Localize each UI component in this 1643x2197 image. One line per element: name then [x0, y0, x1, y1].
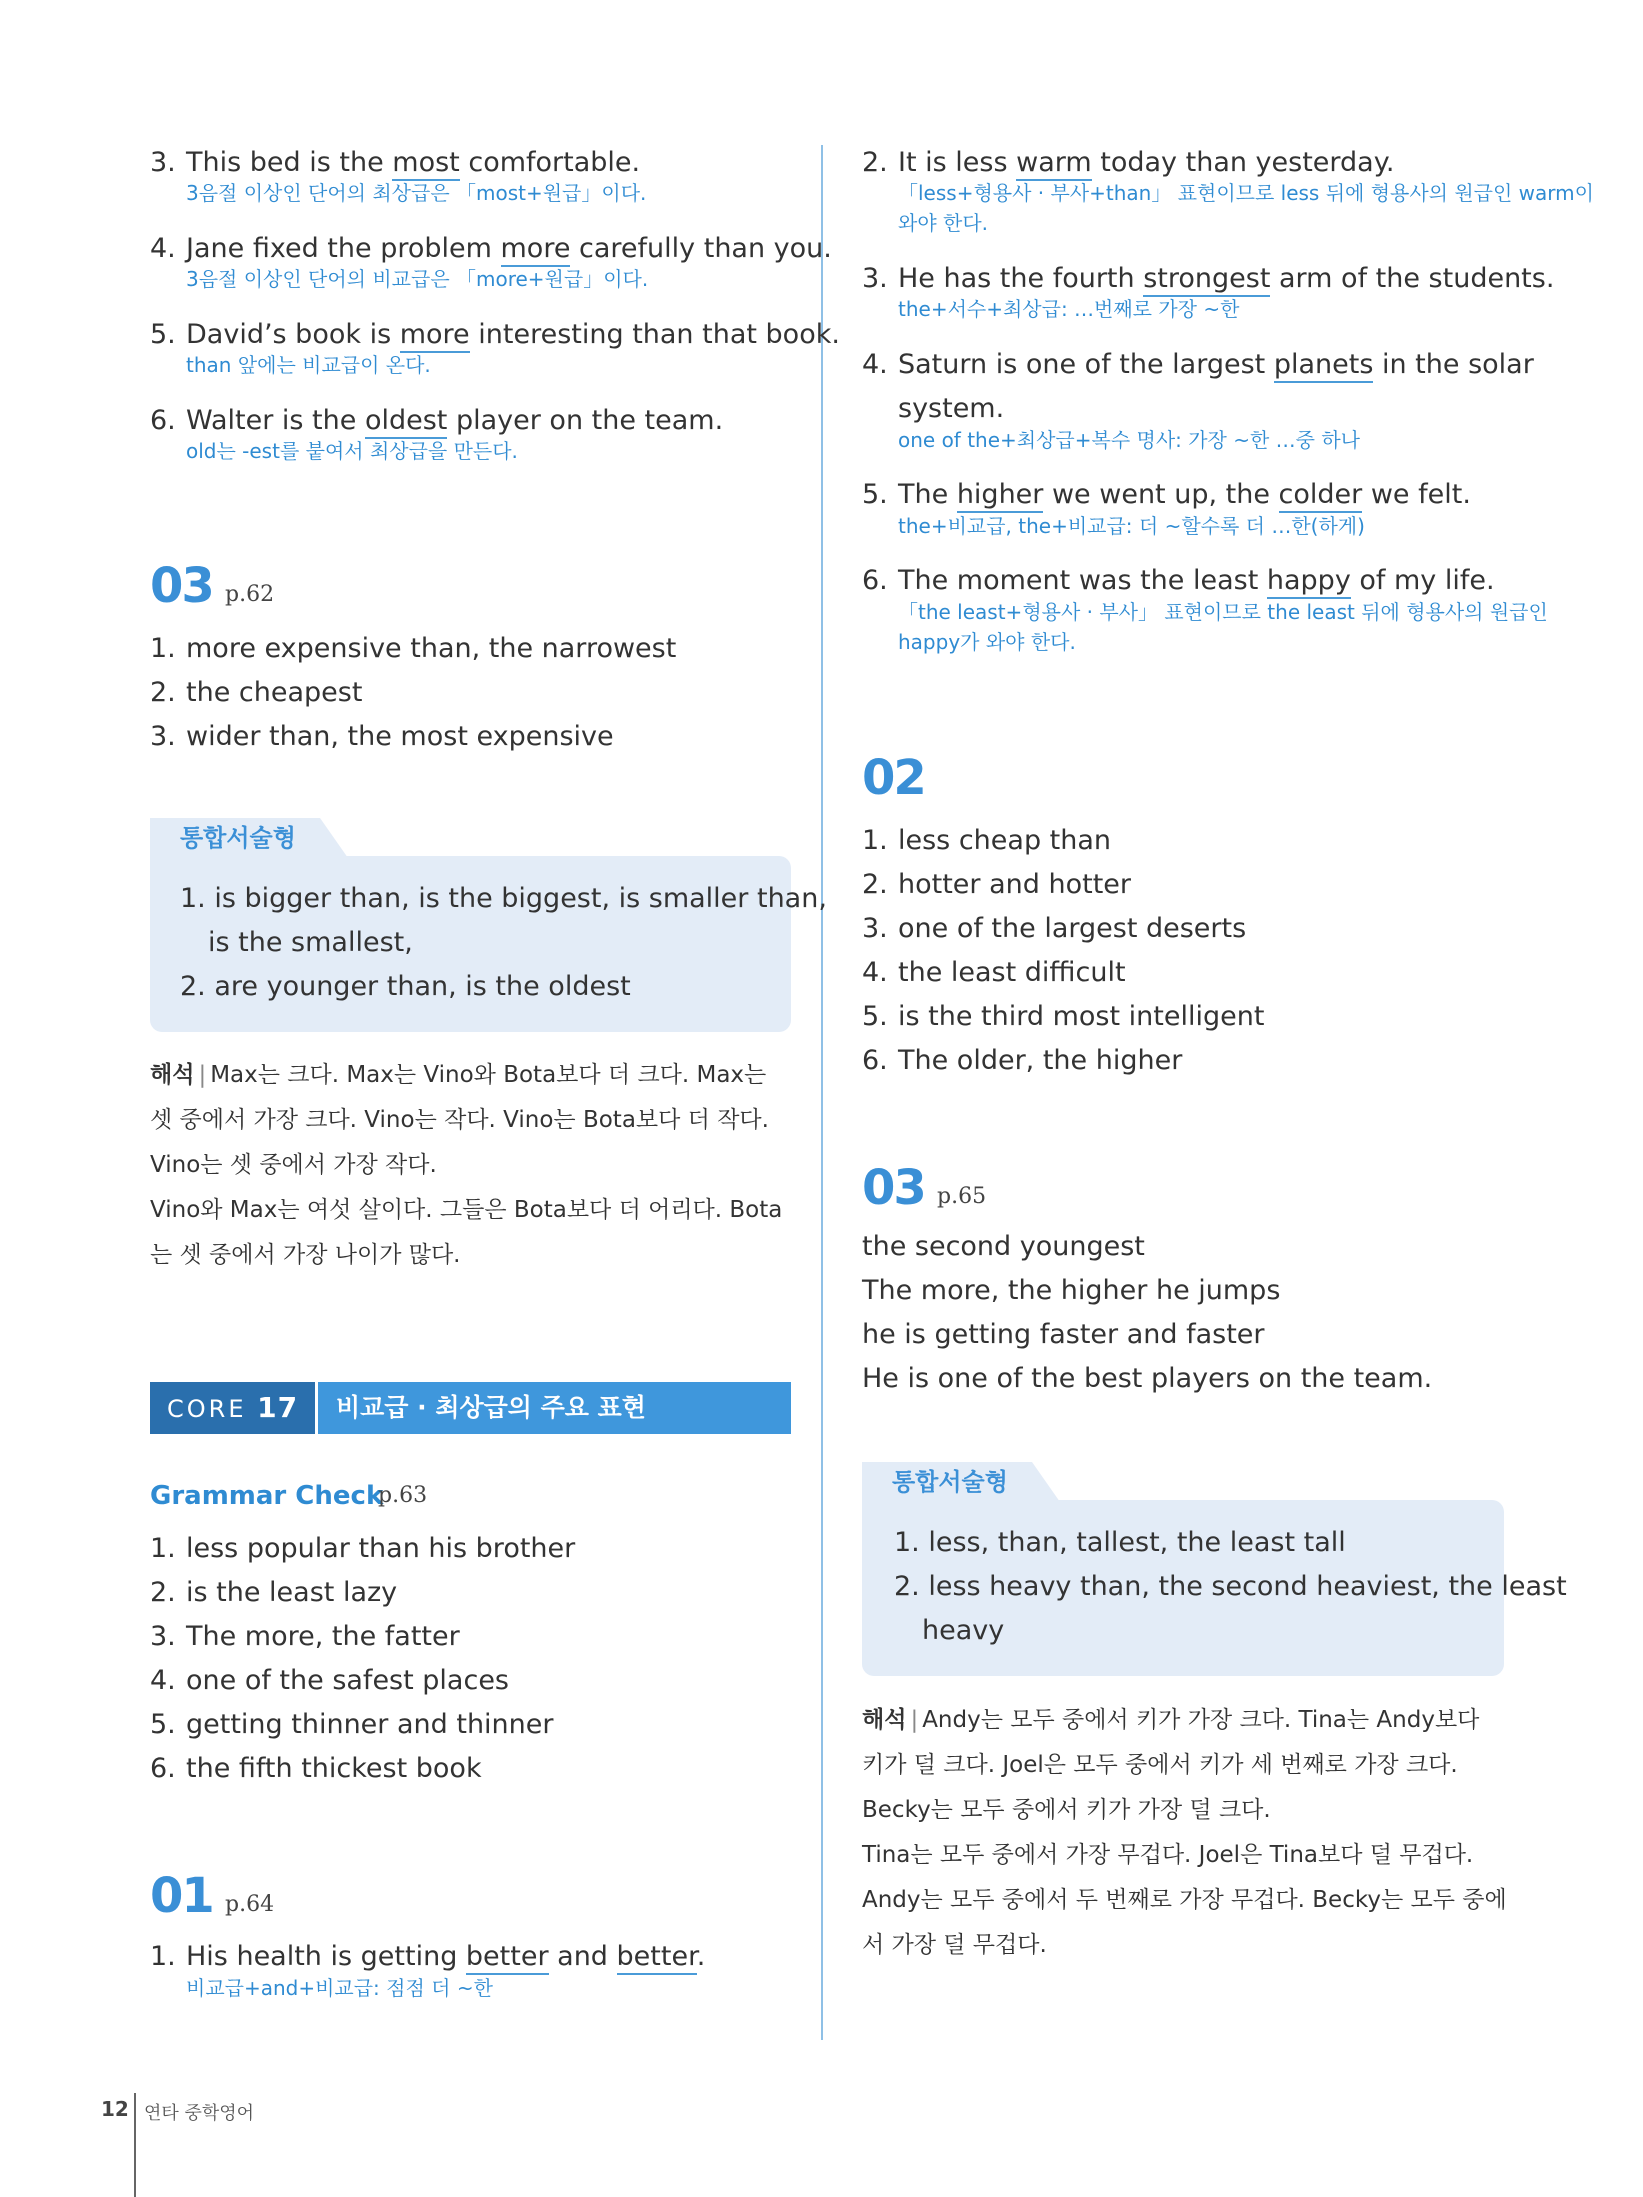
section-number: 01 — [150, 1868, 213, 1924]
answer-item: 6. Walter is the oldest player on the team. — [150, 398, 723, 443]
answer-line: He is one of the best players on the team. — [862, 1363, 1433, 1394]
answer-line: The more, the higher he jumps — [862, 1275, 1281, 1306]
section-number: 03 — [150, 558, 213, 614]
answer-item: 1. less popular than his brother — [150, 1533, 576, 1564]
answer-line: the second youngest — [862, 1231, 1145, 1262]
answer-note: the+서수+최상급: …번째로 가장 ~한 — [898, 297, 1240, 321]
section-page-ref: p.65 — [937, 1184, 987, 1209]
translation-paragraph: 해석 | Andy는 모두 중에서 키가 가장 크다. Tina는 Andy보다 키가 덜 크다. Joel은 모두 중에서 키가 세 번째로 가장 크다. Becky는 모두 중에서 키가 가장 덜 크다. — [862, 1707, 1480, 1823]
answer-item: 6. the fifth thickest book — [150, 1753, 482, 1784]
column-divider — [821, 145, 823, 2040]
answer-item: 3. wider than, the most expensive — [150, 721, 614, 752]
answer-note: happy가 와야 한다. — [898, 630, 1076, 654]
box-tab: 통합서술형 — [150, 818, 320, 858]
answer-item: 6. The older, the higher — [862, 1045, 1183, 1076]
translation — [150, 1053, 795, 1278]
answer-item: 5. The higher we went up, the colder we felt. — [862, 472, 1471, 517]
section-page-ref: p.64 — [225, 1892, 275, 1917]
box-line: 1. less, than, tallest, the least tall — [894, 1527, 1346, 1558]
answer-item: 2. the cheapest — [150, 677, 363, 708]
translation-paragraph: Vino와 Max는 여섯 살이다. 그들은 Bota보다 더 어리다. Bota는 셋 중에서 가장 나이가 많다. — [150, 1197, 783, 1268]
answer-note: than 앞에는 비교급이 온다. — [186, 353, 431, 377]
box-line: is the smallest, — [208, 927, 413, 958]
answer-note: 3음절 이상인 단어의 최상급은 「most+원급」이다. — [186, 181, 647, 205]
box-line: 2. are younger than, is the oldest — [180, 971, 631, 1002]
answer-note: one of the+최상급+복수 명사: 가장 ~한 …중 하나 — [898, 428, 1360, 452]
answer-item: 1. more expensive than, the narrowest — [150, 633, 677, 664]
integrated-writing-box — [862, 1500, 1567, 1676]
section-page-ref: p.63 — [378, 1483, 428, 1508]
answer-note: 와야 한다. — [898, 211, 988, 235]
translation-label: 해석 — [150, 1062, 195, 1088]
core-label: CORE 17 — [150, 1382, 315, 1434]
box-line: 1. is bigger than, is the biggest, is smaller than, — [180, 883, 827, 914]
answer-item: 3. The more, the fatter — [150, 1621, 460, 1652]
answer-note: old는 -est를 붙여서 최상급을 만든다. — [186, 439, 518, 463]
answer-note: 「less+형용사 · 부사+than」 표현이므로 less 뒤에 형용사의 원급인 warm이 — [898, 181, 1594, 205]
answer-item: 4. Jane fixed the problem more carefully than you. — [150, 226, 832, 271]
answer-item: 2. It is less warm today than yesterday. — [862, 140, 1394, 185]
answer-item: 1. His health is getting better and better. — [150, 1934, 705, 1979]
box-line: heavy — [922, 1615, 1005, 1646]
core-title: 비교급 · 최상급의 주요 표현 — [318, 1382, 791, 1434]
translation-paragraph: 해석 | Max는 크다. Max는 Vino와 Bota보다 더 크다. Max는 셋 중에서 가장 크다. Vino는 작다. Vino는 Bota보다 더 작다. Vino는 셋 중에서 가장 작다. — [150, 1062, 769, 1178]
core-header — [150, 1382, 791, 1434]
box-tab: 통합서술형 — [862, 1462, 1032, 1502]
answer-item: 3. He has the fourth strongest arm of the students. — [862, 256, 1554, 301]
integrated-writing-box — [150, 856, 827, 1032]
answer-note: 3음절 이상인 단어의 비교급은 「more+원급」이다. — [186, 267, 649, 291]
answer-item: 5. is the third most intelligent — [862, 1001, 1265, 1032]
answer-note: 비교급+and+비교급: 점점 더 ~한 — [186, 1976, 493, 2000]
grammar-check-title: Grammar Check — [150, 1481, 384, 1511]
translation-label: 해석 — [862, 1707, 907, 1733]
translation — [862, 1698, 1507, 1968]
answer-item: 2. is the least lazy — [150, 1577, 398, 1608]
answer-note: 「the least+형용사 · 부사」 표현이므로 the least 뒤에 형용사의 원급인 — [898, 600, 1548, 624]
answer-item: 4. one of the safest places — [150, 1665, 509, 1696]
answer-item: 3. This bed is the most comfortable. — [150, 140, 640, 185]
answer-note: the+비교급, the+비교급: 더 ~할수록 더 …한(하게) — [898, 514, 1365, 538]
answer-item: 4. Saturn is one of the largest planets in the solar — [862, 342, 1534, 387]
footer-divider — [134, 2093, 136, 2197]
answer-line: he is getting faster and faster — [862, 1319, 1265, 1350]
answer-item: 6. The moment was the least happy of my life. — [862, 558, 1495, 603]
box-line: 2. less heavy than, the second heaviest, the least — [894, 1571, 1567, 1602]
answer-item: 3. one of the largest deserts — [862, 913, 1247, 944]
answer-item: 4. the least difficult — [862, 957, 1126, 988]
translation-paragraph: Tina는 모두 중에서 가장 무겁다. Joel은 Tina보다 덜 무겁다. Andy는 모두 중에서 두 번째로 가장 무겁다. Becky는 모두 중에서 가장 덜 무겁다. — [862, 1842, 1507, 1958]
answer-item: 2. hotter and hotter — [862, 869, 1131, 900]
section-number: 02 — [862, 750, 925, 806]
answer-item: 5. David’s book is more interesting than that book. — [150, 312, 840, 357]
answer-item-continued: system. — [898, 393, 1005, 424]
answer-item: 5. getting thinner and thinner — [150, 1709, 554, 1740]
section-page-ref: p.62 — [225, 582, 275, 607]
book-title: 연타 중학영어 — [144, 2103, 255, 2124]
answer-item: 1. less cheap than — [862, 825, 1112, 856]
section-number: 03 — [862, 1160, 925, 1216]
page-number: 12 — [101, 2097, 129, 2121]
